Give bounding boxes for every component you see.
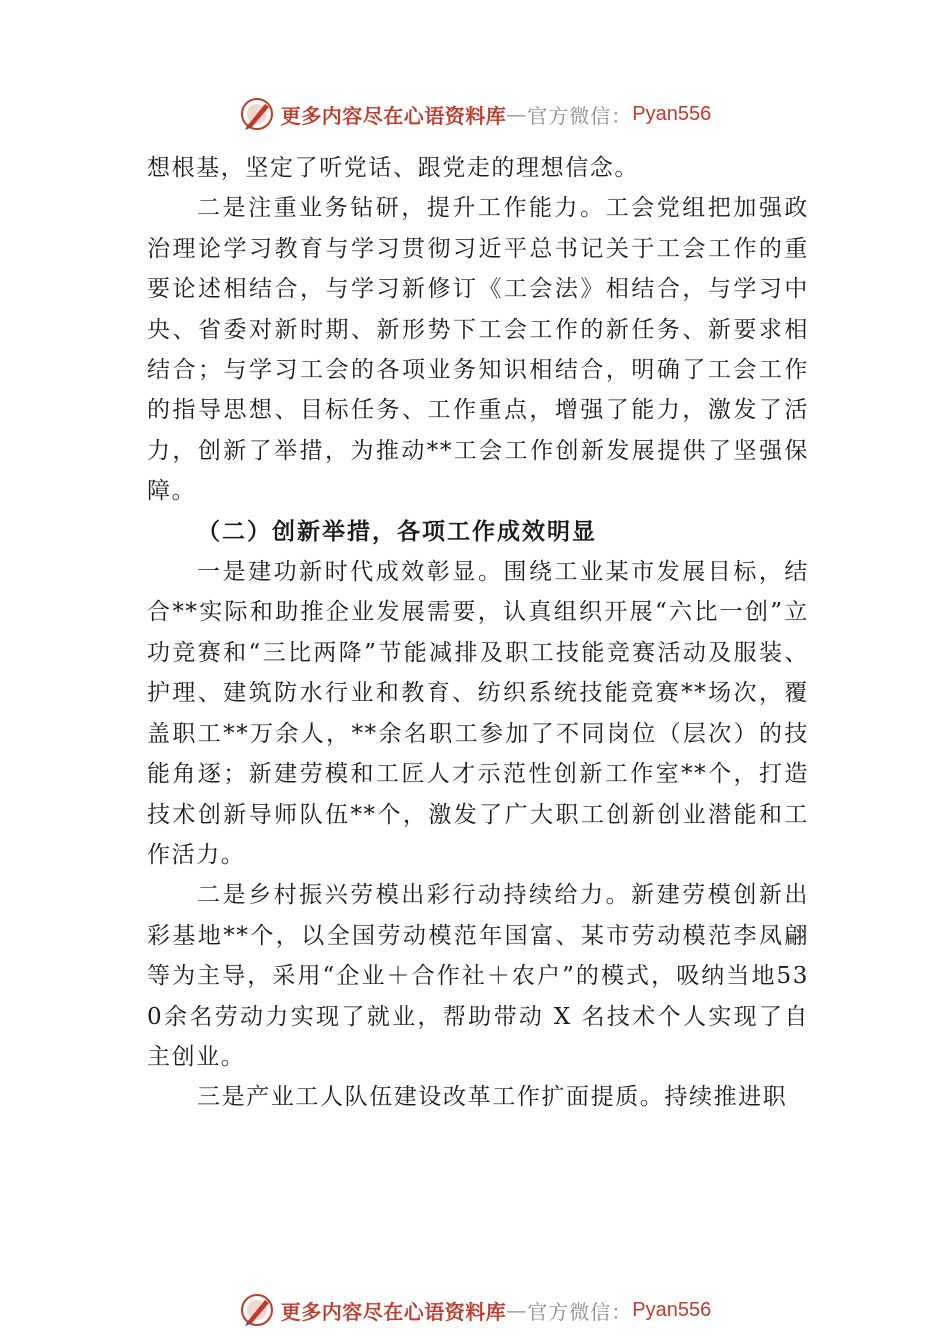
banner-dash: — <box>506 102 528 126</box>
section-heading: （二）创新举措，各项工作成效明显 <box>197 517 597 545</box>
pen-logo-icon <box>239 1292 275 1328</box>
pen-logo-icon <box>239 96 275 132</box>
header-banner <box>0 92 950 136</box>
banner-wechat-id: Pyan556 <box>632 1298 712 1321</box>
banner-wechat-label: 官方微信： <box>527 103 633 128</box>
banner-site-text: 更多内容尽在心语资料库 <box>280 103 507 128</box>
footer-banner <box>0 1288 950 1332</box>
paragraph-business-study: 二是注重业务钻研，提升工作能力。工会党组把加强政治理论学习教育与学习贯彻习近平总书记关于工会工作的重要论述相结合，与学习新修订《工会法》相结合，与学习中央、省委对新时期、新形势下工会工作的新任务、新要求相结合；与学习工会的各项业务知识相结合，明确了工会工作的指导思想、目标任务、工作重点，增强了能力，激发了活力，创新了举措，为推动**工会工作创新发展提供了坚强保障。 <box>147 195 809 505</box>
paragraph-new-era: 一是建功新时代成效彰显。围绕工业某市发展目标，结合**实际和助推企业发展需要，认真组织开展“六比一创”立功竞赛和“三比两降”节能减排及职工技能竞赛活动及服装、护理、建筑防水行业和教育、纺织系统技能竞赛**场次，覆盖职工**万余人，**余名职工参加了不同岗位（层次）的技能角逐；新建劳模和工匠人才示范性创新工作室**个，打造技术创新导师队伍**个，激发了广大职工创新创业潜能和工作活力。 <box>147 559 809 868</box>
paragraph-industrial-workers: 三是产业工人队伍建设改革工作扩面提质。持续推进职 <box>197 1084 788 1111</box>
banner-wechat-label: 官方微信： <box>527 1299 633 1324</box>
paragraph-rural-revitalization: 二是乡村振兴劳模出彩行动持续给力。新建劳模创新出彩基地**个，以全国劳动模范年国富、某市劳动模范李凤翩等为主导，采用“企业＋合作社＋农户”的模式，吸纳当地530余名劳动力实现了就业，帮助带动 X 名技术个人实现了自主创业。 <box>147 882 809 1070</box>
banner-dash: — <box>506 1298 528 1322</box>
paragraph-continuation: 想根基，坚定了听党话、跟党走的理想信念。 <box>147 155 639 181</box>
banner-wechat-id: Pyan556 <box>632 102 712 125</box>
banner-site-text: 更多内容尽在心语资料库 <box>280 1299 507 1324</box>
document-body <box>147 148 809 1118</box>
